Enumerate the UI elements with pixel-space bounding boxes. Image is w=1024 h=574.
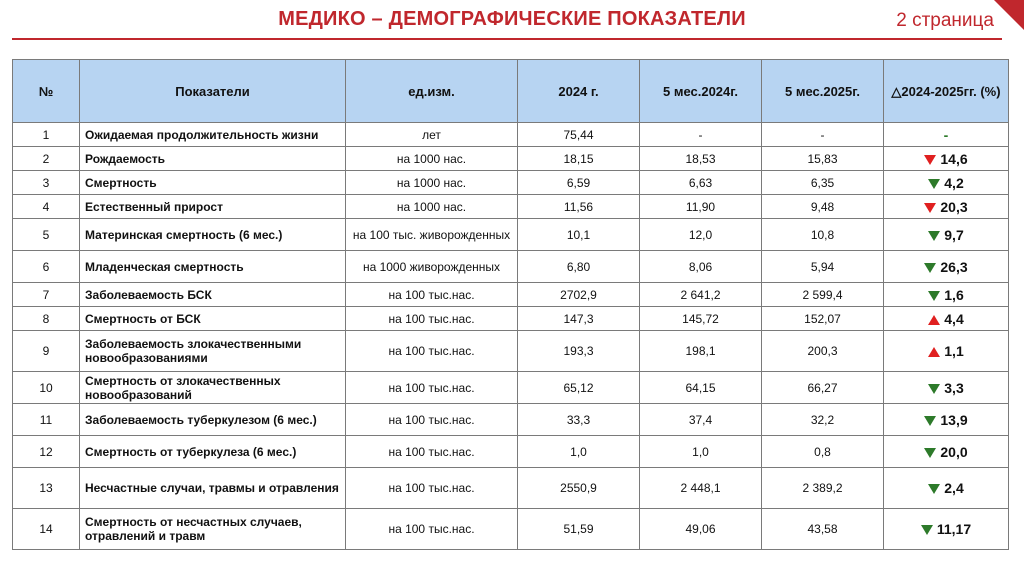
change-value: 20,3 — [940, 198, 968, 215]
row-number: 2 — [13, 147, 80, 171]
change-value: 1,6 — [944, 286, 964, 303]
value-5m2024: 11,90 — [640, 195, 762, 219]
change-cell — [884, 468, 1009, 509]
column-header-change: △2024-2025гг. (%) — [884, 60, 1009, 123]
indicator-name: Смертность от БСК — [80, 307, 346, 331]
change-value: 14,6 — [940, 150, 968, 167]
value-5m2024: 8,06 — [640, 251, 762, 283]
value-2024: 75,44 — [518, 123, 640, 147]
unit-cell: на 100 тыс.нас. — [346, 509, 518, 550]
value-5m2024: 6,63 — [640, 171, 762, 195]
change-cell — [884, 283, 1009, 307]
table-row — [13, 404, 1009, 436]
value-2024: 11,56 — [518, 195, 640, 219]
value-5m2025: 66,27 — [762, 372, 884, 404]
value-5m2025: 2 389,2 — [762, 468, 884, 509]
row-number: 8 — [13, 307, 80, 331]
value-5m2024: - — [640, 123, 762, 147]
change-value: 3,3 — [944, 379, 964, 396]
table-row — [13, 147, 1009, 171]
table-row — [13, 283, 1009, 307]
table-row — [13, 468, 1009, 509]
page-title: МЕДИКО – ДЕМОГРАФИЧЕСКИЕ ПОКАЗАТЕЛИ — [278, 8, 746, 30]
value-5m2025: 0,8 — [762, 436, 884, 468]
row-number: 14 — [13, 509, 80, 550]
value-2024: 147,3 — [518, 307, 640, 331]
indicator-name: Заболеваемость туберкулезом (6 мес.) — [80, 404, 346, 436]
table-row — [13, 307, 1009, 331]
triangle-down-icon — [928, 291, 940, 301]
triangle-down-icon — [924, 155, 936, 165]
change-cell — [884, 404, 1009, 436]
change-cell — [884, 251, 1009, 283]
change-cell — [884, 509, 1009, 550]
triangle-up-icon — [928, 347, 940, 357]
value-5m2025: 15,83 — [762, 147, 884, 171]
unit-cell: на 1000 нас. — [346, 195, 518, 219]
indicator-name: Ожидаемая продолжительность жизни — [80, 123, 346, 147]
title-divider — [12, 38, 1002, 40]
change-cell — [884, 123, 1009, 147]
change-value: 4,2 — [944, 174, 964, 191]
unit-cell: на 1000 нас. — [346, 147, 518, 171]
row-number: 10 — [13, 372, 80, 404]
row-number: 7 — [13, 283, 80, 307]
unit-cell: на 100 тыс.нас. — [346, 404, 518, 436]
unit-cell: на 100 тыс.нас. — [346, 468, 518, 509]
value-5m2025: - — [762, 123, 884, 147]
value-2024: 10,1 — [518, 219, 640, 251]
value-2024: 1,0 — [518, 436, 640, 468]
unit-cell: на 1000 нас. — [346, 171, 518, 195]
value-2024: 51,59 — [518, 509, 640, 550]
row-number: 11 — [13, 404, 80, 436]
unit-cell: на 100 тыс.нас. — [346, 331, 518, 372]
value-5m2024: 2 448,1 — [640, 468, 762, 509]
indicator-name: Рождаемость — [80, 147, 346, 171]
unit-cell: на 100 тыс.нас. — [346, 372, 518, 404]
unit-cell: на 100 тыс.нас. — [346, 436, 518, 468]
triangle-down-icon — [924, 203, 936, 213]
table-row — [13, 219, 1009, 251]
value-5m2024: 12,0 — [640, 219, 762, 251]
row-number: 6 — [13, 251, 80, 283]
table-row — [13, 331, 1009, 372]
table-row — [13, 372, 1009, 404]
table-header-row — [13, 60, 1009, 123]
value-5m2025: 43,58 — [762, 509, 884, 550]
triangle-down-icon — [928, 484, 940, 494]
value-5m2024: 64,15 — [640, 372, 762, 404]
change-cell — [884, 372, 1009, 404]
value-5m2025: 10,8 — [762, 219, 884, 251]
column-header-5m2025: 5 мес.2025г. — [762, 60, 884, 123]
unit-cell: на 100 тыс.нас. — [346, 307, 518, 331]
change-value: 11,17 — [936, 521, 972, 537]
value-2024: 193,3 — [518, 331, 640, 372]
column-header-unit: ед.изм. — [346, 60, 518, 123]
value-2024: 18,15 — [518, 147, 640, 171]
value-5m2024: 49,06 — [640, 509, 762, 550]
indicator-name: Естественный прирост — [80, 195, 346, 219]
value-2024: 33,3 — [518, 404, 640, 436]
change-cell — [884, 171, 1009, 195]
value-5m2025: 2 599,4 — [762, 283, 884, 307]
row-number: 1 — [13, 123, 80, 147]
page-number: 2 страница — [896, 10, 994, 31]
change-cell — [884, 147, 1009, 171]
value-5m2025: 32,2 — [762, 404, 884, 436]
change-value: 13,9 — [940, 411, 968, 428]
value-2024: 2702,9 — [518, 283, 640, 307]
change-value: 2,4 — [944, 480, 964, 496]
table-row — [13, 509, 1009, 550]
unit-cell: на 100 тыс. живорожденных — [346, 219, 518, 251]
value-5m2024: 2 641,2 — [640, 283, 762, 307]
triangle-up-icon — [928, 315, 940, 325]
change-value: 4,4 — [944, 310, 964, 327]
table-row — [13, 251, 1009, 283]
table-row — [13, 123, 1009, 147]
value-5m2025: 5,94 — [762, 251, 884, 283]
change-cell — [884, 436, 1009, 468]
value-5m2024: 37,4 — [640, 404, 762, 436]
table-row — [13, 436, 1009, 468]
indicator-name: Смертность от злокачественных новообразований — [80, 372, 346, 404]
indicator-name: Смертность — [80, 171, 346, 195]
triangle-down-icon — [924, 448, 936, 458]
change-cell — [884, 219, 1009, 251]
value-5m2025: 200,3 — [762, 331, 884, 372]
indicator-name: Смертность от туберкулеза (6 мес.) — [80, 436, 346, 468]
change-cell — [884, 331, 1009, 372]
unit-cell: на 100 тыс.нас. — [346, 283, 518, 307]
value-2024: 65,12 — [518, 372, 640, 404]
value-2024: 2550,9 — [518, 468, 640, 509]
indicator-name: Несчастные случаи, травмы и отравления — [80, 468, 346, 509]
column-header-number: № — [13, 60, 80, 123]
table-row — [13, 171, 1009, 195]
table-row — [13, 195, 1009, 219]
row-number: 12 — [13, 436, 80, 468]
triangle-down-icon — [928, 384, 940, 394]
value-2024: 6,80 — [518, 251, 640, 283]
column-header-5m2024: 5 мес.2024г. — [640, 60, 762, 123]
change-value: 9,7 — [944, 226, 964, 243]
unit-cell: на 1000 живорожденных — [346, 251, 518, 283]
row-number: 4 — [13, 195, 80, 219]
triangle-down-icon — [928, 231, 940, 241]
column-header-2024: 2024 г. — [518, 60, 640, 123]
value-2024: 6,59 — [518, 171, 640, 195]
value-5m2025: 152,07 — [762, 307, 884, 331]
change-value: 1,1 — [944, 343, 964, 359]
indicators-table — [12, 59, 1009, 550]
change-cell — [884, 195, 1009, 219]
change-value: - — [943, 126, 949, 143]
unit-cell: лет — [346, 123, 518, 147]
value-5m2024: 145,72 — [640, 307, 762, 331]
indicator-name: Материнская смертность (6 мес.) — [80, 219, 346, 251]
triangle-down-icon — [921, 525, 933, 535]
indicator-name: Младенческая смертность — [80, 251, 346, 283]
value-5m2024: 18,53 — [640, 147, 762, 171]
row-number: 3 — [13, 171, 80, 195]
triangle-down-icon — [924, 263, 936, 273]
indicator-name: Заболеваемость БСК — [80, 283, 346, 307]
row-number: 5 — [13, 219, 80, 251]
triangle-down-icon — [924, 416, 936, 426]
value-5m2025: 9,48 — [762, 195, 884, 219]
change-cell — [884, 307, 1009, 331]
value-5m2024: 1,0 — [640, 436, 762, 468]
triangle-down-icon — [928, 179, 940, 189]
indicator-name: Заболеваемость злокачественными новообразованиями — [80, 331, 346, 372]
change-value: 26,3 — [940, 258, 968, 275]
value-5m2024: 198,1 — [640, 331, 762, 372]
column-header-indicator: Показатели — [80, 60, 346, 123]
row-number: 9 — [13, 331, 80, 372]
change-value: 20,0 — [940, 443, 968, 460]
value-5m2025: 6,35 — [762, 171, 884, 195]
indicator-name: Смертность от несчастных случаев, отравлений и травм — [80, 509, 346, 550]
row-number: 13 — [13, 468, 80, 509]
